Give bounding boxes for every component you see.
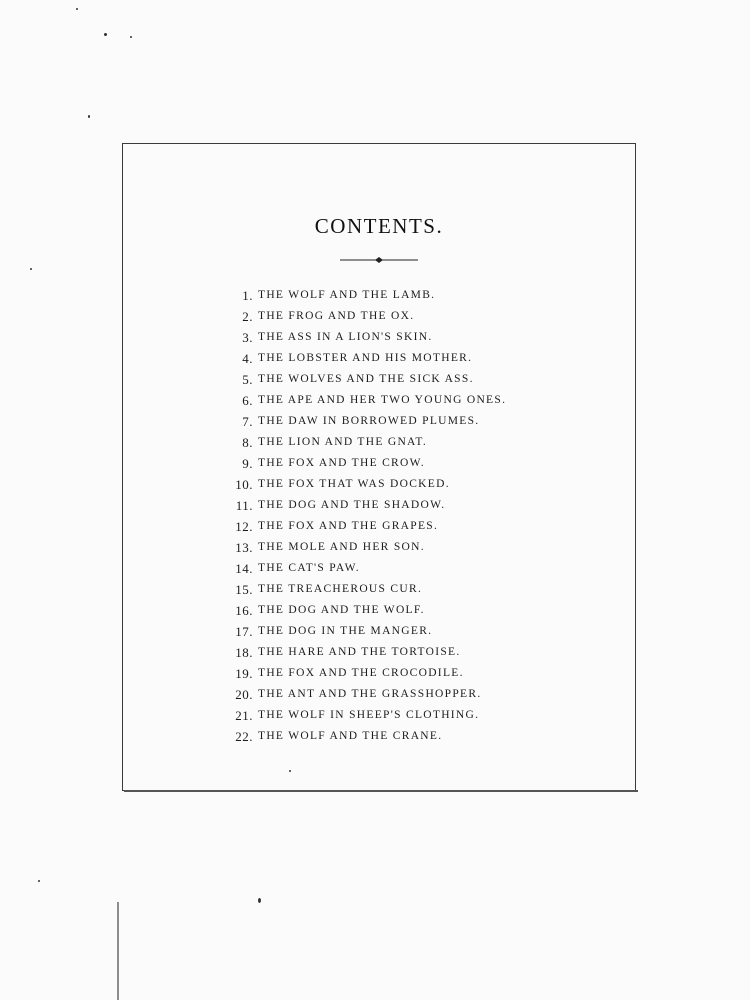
entry-title: THE FOX AND THE CROCODILE. bbox=[258, 667, 464, 679]
entry-number: 15. bbox=[235, 582, 253, 597]
entry-number: 21. bbox=[235, 708, 253, 723]
entry-number: 6. bbox=[242, 393, 253, 408]
list-item bbox=[123, 665, 635, 686]
entry-title: THE ASS IN A LION'S SKIN. bbox=[258, 331, 433, 343]
entry-number: 16. bbox=[235, 603, 253, 618]
list-item bbox=[123, 308, 635, 329]
entry-number: 1. bbox=[242, 288, 253, 303]
paper-speck bbox=[88, 115, 90, 118]
list-item bbox=[123, 728, 635, 749]
entry-title: THE DOG AND THE SHADOW. bbox=[258, 499, 446, 511]
entry-title: THE MOLE AND HER SON. bbox=[258, 541, 425, 553]
entry-number: 7. bbox=[242, 414, 253, 429]
paper-speck bbox=[76, 8, 78, 10]
list-item bbox=[123, 602, 635, 623]
entry-number: 20. bbox=[235, 687, 253, 702]
entry-title: THE ANT AND THE GRASSHOPPER. bbox=[258, 688, 482, 700]
list-item bbox=[123, 560, 635, 581]
paper-speck bbox=[104, 33, 107, 36]
entry-title: THE DAW IN BORROWED PLUMES. bbox=[258, 415, 480, 427]
entry-number: 10. bbox=[235, 477, 253, 492]
entry-title: THE WOLF AND THE LAMB. bbox=[258, 289, 436, 301]
entry-number: 2. bbox=[242, 309, 253, 324]
list-item bbox=[123, 350, 635, 371]
entry-number: 4. bbox=[242, 351, 253, 366]
paper-speck bbox=[130, 36, 132, 38]
entry-number: 11. bbox=[235, 498, 253, 513]
entry-title: THE FOX AND THE GRAPES. bbox=[258, 520, 439, 532]
paper-speck bbox=[30, 268, 32, 270]
entry-number: 5. bbox=[242, 372, 253, 387]
frame-bottom-rule bbox=[124, 790, 638, 792]
entry-number: 18. bbox=[235, 645, 253, 660]
list-item bbox=[123, 434, 635, 455]
diamond-rule-icon bbox=[340, 257, 418, 263]
list-item bbox=[123, 476, 635, 497]
entry-title: THE LOBSTER AND HIS MOTHER. bbox=[258, 352, 473, 364]
entry-title: THE WOLF IN SHEEP'S CLOTHING. bbox=[258, 709, 480, 721]
entry-number: 12. bbox=[235, 519, 253, 534]
paper-speck bbox=[258, 898, 261, 903]
list-item bbox=[123, 392, 635, 413]
entry-number: 9. bbox=[242, 456, 253, 471]
entry-title: THE WOLF AND THE CRANE. bbox=[258, 730, 443, 742]
list-item bbox=[123, 329, 635, 350]
list-item bbox=[123, 581, 635, 602]
entry-number: 8. bbox=[242, 435, 253, 450]
entry-number: 22. bbox=[235, 729, 253, 744]
entry-title: THE TREACHEROUS CUR. bbox=[258, 583, 423, 595]
entry-title: THE DOG AND THE WOLF. bbox=[258, 604, 425, 616]
entry-title: THE HARE AND THE TORTOISE. bbox=[258, 646, 461, 658]
entry-number: 19. bbox=[235, 666, 253, 681]
paper-speck bbox=[38, 880, 40, 882]
entry-number: 14. bbox=[235, 561, 253, 576]
entry-title: THE FROG AND THE OX. bbox=[258, 310, 415, 322]
entry-title: THE LION AND THE GNAT. bbox=[258, 436, 428, 448]
list-item bbox=[123, 644, 635, 665]
entry-title: THE WOLVES AND THE SICK ASS. bbox=[258, 373, 474, 385]
contents-list bbox=[123, 287, 635, 749]
contents-frame bbox=[122, 143, 636, 791]
list-item bbox=[123, 707, 635, 728]
list-item bbox=[123, 497, 635, 518]
contents-heading: CONTENTS. bbox=[314, 214, 444, 238]
list-item bbox=[123, 686, 635, 707]
list-item bbox=[123, 539, 635, 560]
entry-title: THE FOX AND THE CROW. bbox=[258, 457, 425, 469]
entry-title: THE FOX THAT WAS DOCKED. bbox=[258, 478, 450, 490]
entry-title: THE DOG IN THE MANGER. bbox=[258, 625, 433, 637]
list-item bbox=[123, 413, 635, 434]
list-item bbox=[123, 371, 635, 392]
entry-number: 3. bbox=[242, 330, 253, 345]
page-edge-mark bbox=[117, 902, 119, 1000]
list-item bbox=[123, 455, 635, 476]
list-item bbox=[123, 623, 635, 644]
entry-title: THE CAT'S PAW. bbox=[258, 562, 360, 574]
entry-number: 13. bbox=[235, 540, 253, 555]
list-item bbox=[123, 518, 635, 539]
list-item bbox=[123, 287, 635, 308]
entry-title: THE APE AND HER TWO YOUNG ONES. bbox=[258, 394, 507, 406]
entry-number: 17. bbox=[235, 624, 253, 639]
